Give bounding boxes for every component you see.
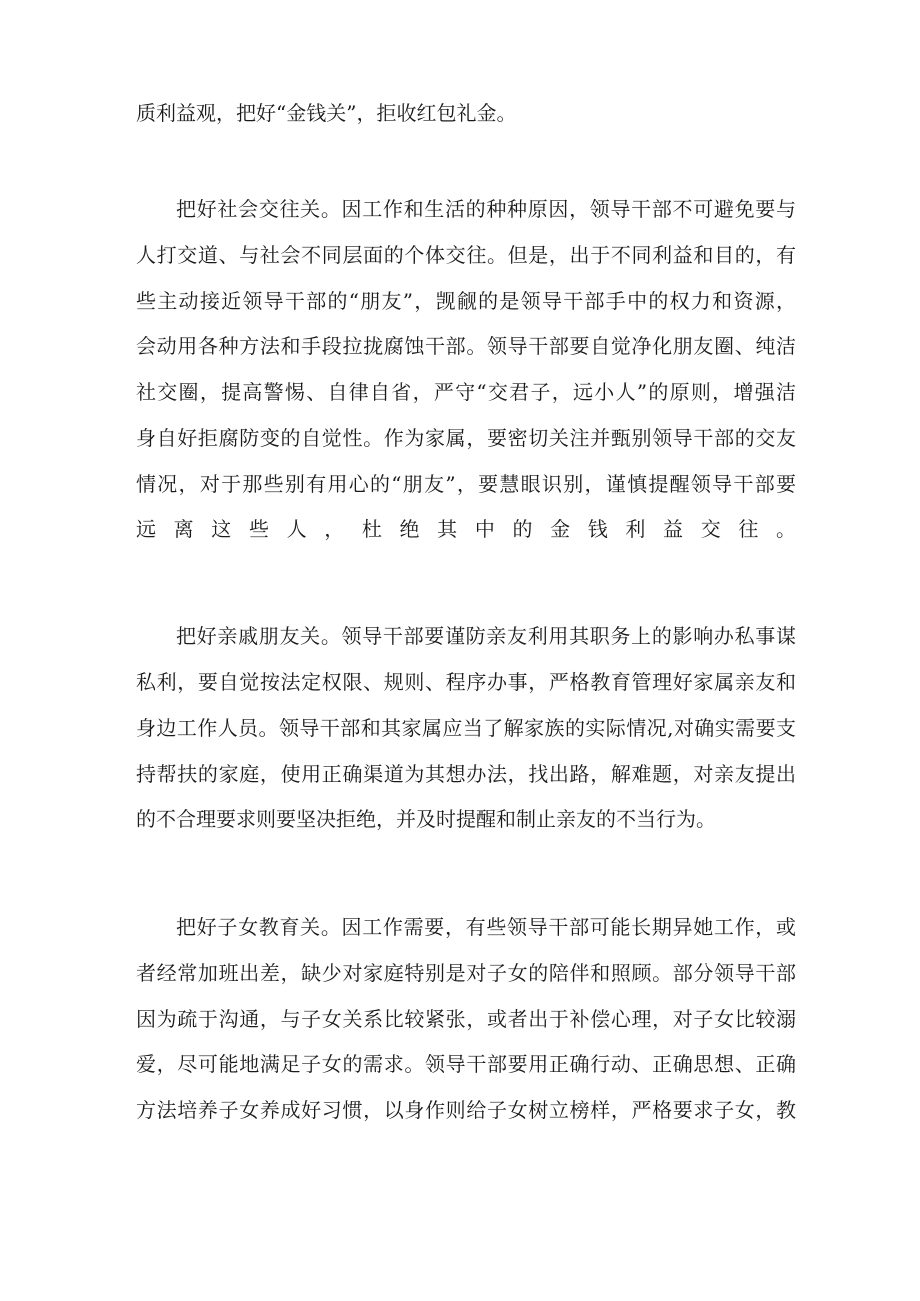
paragraph-line: 身自好拒腐防变的自觉性。作为家属，要密切关注并甄别领导干部的交友 <box>136 426 796 450</box>
paragraph-line: 些主动接近领导干部的“朋友”，觊觎的是领导干部手中的权力和资源， <box>136 289 796 313</box>
paragraph-line: 把好子女教育关。因工作需要，有些领导干部可能长期异她工作，或 <box>176 915 796 939</box>
paragraph-line: 把好亲戚朋友关。领导干部要谨防亲友利用其职务上的影响办私事谋 <box>176 624 796 648</box>
paragraph-line: 人打交道、与社会不同层面的个体交往。但是，出于不同利益和目的，有 <box>136 243 796 267</box>
paragraph-line: 私利，要自觉按法定权限、规则、程序办事，严格教育管理好家属亲友和 <box>136 670 796 694</box>
paragraph-line: 情况，对于那些别有用心的“朋友”，要慧眼识别，谨慎提醒领导干部要 <box>136 472 796 496</box>
paragraph-line: 方法培养子女养成好习惯，以身作则给子女树立榜样，严格要求子女，教 <box>136 1098 796 1122</box>
paragraph-line: 远离这些人，杜绝其中的金钱利益交往。 <box>136 517 796 541</box>
paragraph-line: 的不合理要求则要坚决拒绝，并及时提醒和制止亲友的不当行为。 <box>136 807 716 831</box>
paragraph-line: 会动用各种方法和手段拉拢腐蚀干部。领导干部要自觉净化朋友圈、纯洁 <box>136 334 796 358</box>
paragraph-line: 身边工作人员。领导干部和其家属应当了解家族的实际情况,对确实需要支 <box>136 716 796 740</box>
paragraph-line: 社交圈，提高警惕、自律自省，严守“交君子，远小人”的原则，增强洁 <box>136 380 796 404</box>
paragraph-line: 爱，尽可能地满足子女的需求。领导干部要用正确行动、正确思想、正确 <box>136 1052 796 1076</box>
paragraph-line: 质利益观，把好“金钱关”，拒收红包礼金。 <box>136 101 517 125</box>
paragraph-line: 者经常加班出差，缺少对家庭特别是对子女的陪伴和照顾。部分领导干部 <box>136 961 796 985</box>
paragraph-line: 把好社会交往关。因工作和生活的种种原因，领导干部不可避免要与 <box>176 197 796 221</box>
paragraph-line: 因为疏于沟通，与子女关系比较紧张，或者出于补偿心理，对子女比较溺 <box>136 1007 796 1031</box>
paragraph-line: 持帮扶的家庭，使用正确渠道为其想办法，找出路，解难题，对亲友提出 <box>136 762 796 786</box>
